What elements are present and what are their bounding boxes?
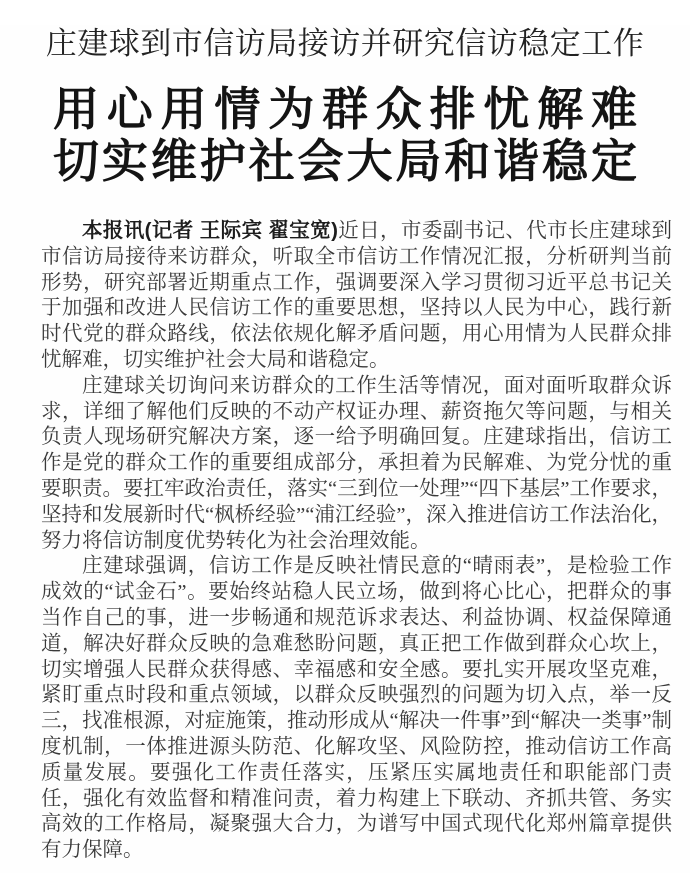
headline-line-2: 切实维护社会大局和谐稳定: [53, 135, 637, 187]
kicker-headline: 庄建球到市信访局接访并研究信访稳定工作: [45, 26, 645, 61]
article-body: [0, 218, 690, 864]
paragraph-1-text: 近日，市委副书记、代市长庄建球到市信访局接待来访群众，听取全市信访工作情况汇报，分析研判当前形势，研究部署近期重点工作，强调要深入学习贯彻习近平总书记关于加强和改进人民信访工作的重要思想，坚持以人民为中心，践行新时代党的群众路线，依法依规化解矛盾问题，用心用情为人民群众排忧解难，切实维护社会大局和谐稳定。: [41, 220, 673, 371]
main-headline: [53, 83, 637, 187]
newspaper-article-page: [0, 25, 690, 873]
paragraph-1: [41, 218, 672, 374]
paragraph-3: 庄建球强调，信访工作是反映社情民意的“晴雨表”，是检验工作成效的“试金石”。要始终站稳人民立场，做到将心比心，把群众的事当作自己的事，进一步畅通和规范诉求表达、利益协调、权益保障通道，解决好群众反映的急难愁盼问题，真正把工作做到群众心坎上，切实增强人民群众获得感、幸福感和安全感。要扎实开展攻坚克难，紧盯重点时段和重点领域，以群众反映强烈的问题为切入点，举一反三，找准根源，对症施策，推动形成从“解决一件事”到“解决一类事”制度机制，一体推进源头防范、化解攻坚、风险防控，推动信访工作高质量发展。要强化工作责任落实，压紧压实属地责任和职能部门责任，强化有效监督和精准问责，着力构建上下联动、齐抓共管、务实高效的工作格局，凝聚强大合力，为谱写中国式现代化郑州篇章提供有力保障。: [41, 555, 672, 862]
headline-line-1: 用心用情为群众排忧解难: [53, 83, 637, 135]
paragraph-2: 庄建球关切询问来访群众的工作生活等情况，面对面听取群众诉求，详细了解他们反映的不动产权证办理、薪资拖欠等问题，与相关负责人现场研究解决方案，逐一给予明确回复。庄建球指出，信访工作是党的群众工作的重要组成部分，承担着为民解难、为党分忧的重要职责。要扛牢政治责任，落实“三到位一处理”“四下基层”工作要求，坚持和发展新时代“枫桥经验”“浦江经验”，深入推进信访工作法治化，努力将信访制度优势转化为社会治理效能。: [41, 374, 672, 552]
byline-reporters: (记者 王际宾 翟宝宽): [144, 219, 338, 242]
byline-lead: 本报讯: [82, 219, 145, 242]
